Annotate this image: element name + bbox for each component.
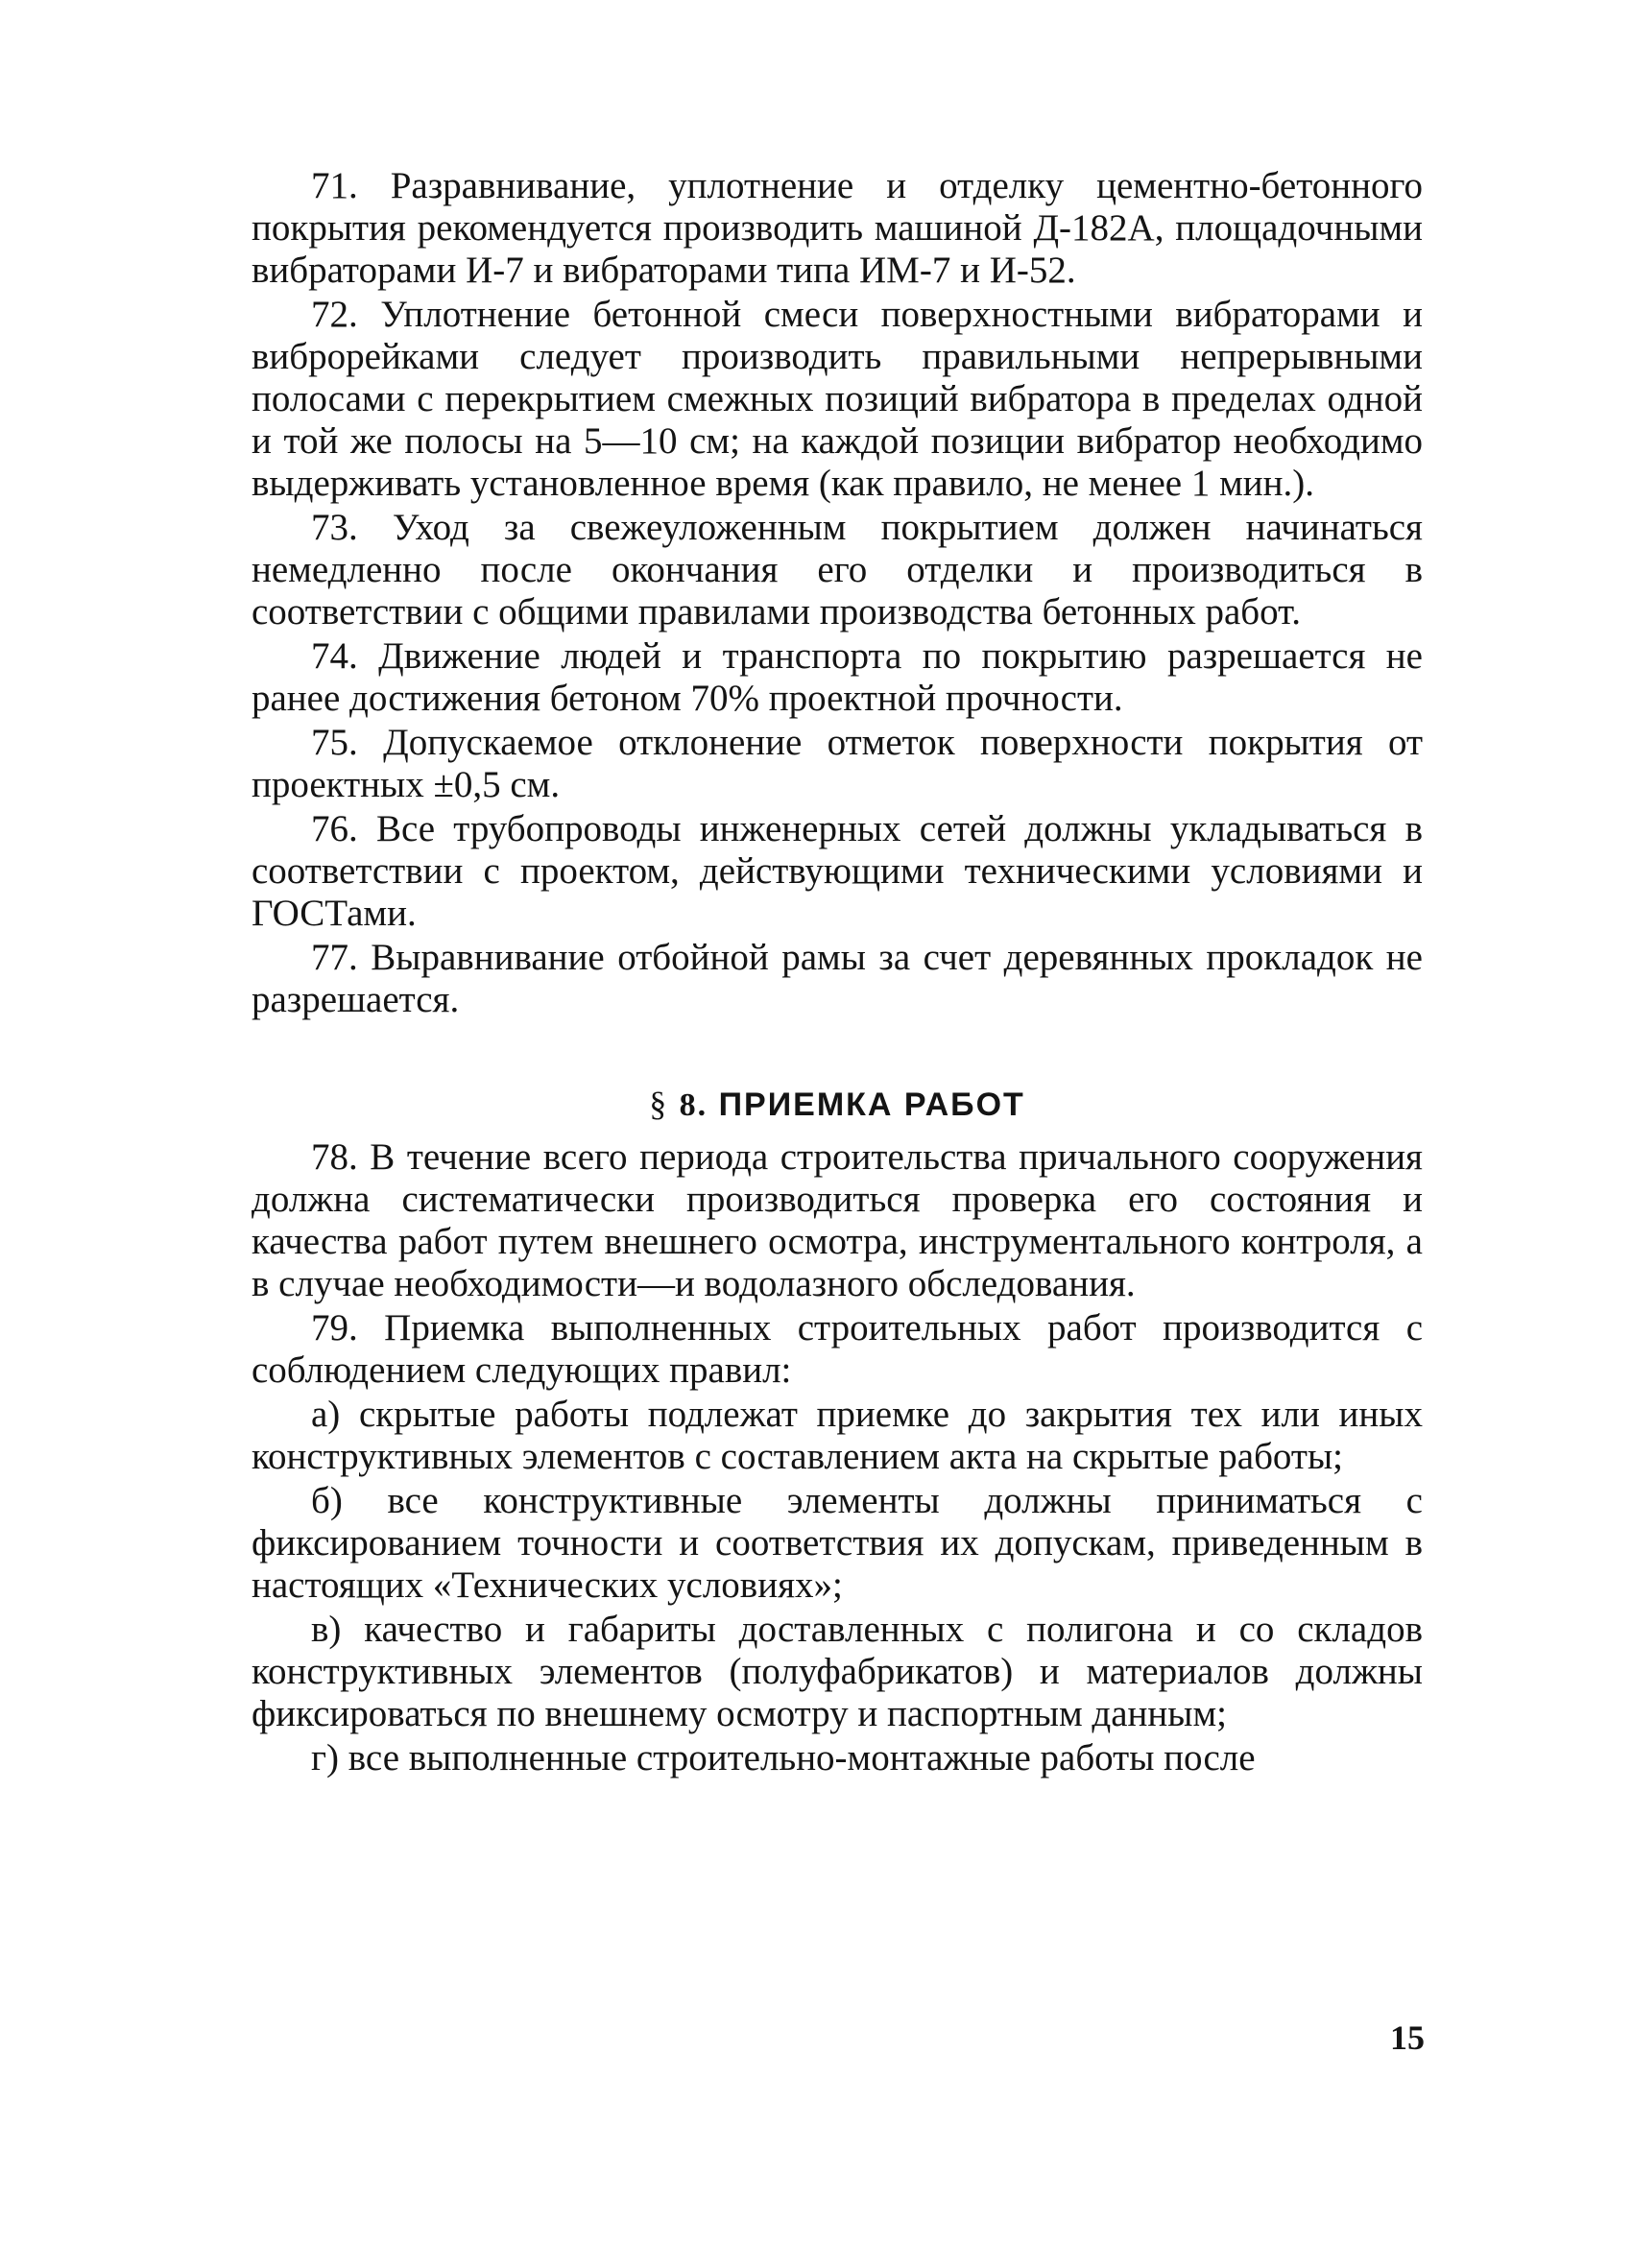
- paragraph-73: 73. Уход за свежеуложенным покрытием должен начинаться немедленно после окончания его отделки и производиться в соответствии с общими правилами производства бетонных работ.: [252, 507, 1423, 633]
- section-heading: [252, 1083, 1423, 1127]
- paragraph-78: 78. В течение всего периода строительства причального сооружения должна систематически производиться проверка его состояния и качества работ путем внешнего осмотра, инструментального контроля, а в случае необходимости—и водолазного обследования.: [252, 1136, 1423, 1304]
- paragraph-79-a: а) скрытые работы подлежат приемке до закрытия тех или иных конструктивных элементов с составлением акта на скрытые работы;: [252, 1394, 1423, 1477]
- paragraph-72: 72. Уплотнение бетонной смеси поверхностными вибраторами и виброрейками следует производить правильными непрерывными полосами с перекрытием смежных позиций вибратора в пределах одной и той же полосы на 5—10 см; на каждой позиции вибратор необходимо выдерживать установленное время (как правило, не менее 1 мин.).: [252, 294, 1423, 504]
- paragraph-77: 77. Выравнивание отбойной рамы за счет деревянных прокладок не разрешается.: [252, 937, 1423, 1020]
- paragraph-75: 75. Допускаемое отклонение отметок поверхности покрытия от проектных ±0,5 см.: [252, 722, 1423, 805]
- section-title: ПРИЕМКА РАБОТ: [718, 1086, 1025, 1123]
- page-number: 15: [1390, 2018, 1425, 2057]
- paragraph-74: 74. Движение людей и транспорта по покрытию разрешается не ранее достижения бетоном 70% проектной прочности.: [252, 635, 1423, 719]
- section-sign: §: [649, 1085, 669, 1123]
- page-body: [252, 165, 1423, 1779]
- section-number: 8.: [679, 1087, 708, 1123]
- paragraph-71: 71. Разравнивание, уплотнение и отделку цементно-бетонного покрытия рекомендуется производить машиной Д-182А, площадочными вибраторами И-7 и вибраторами типа ИМ-7 и И-52.: [252, 165, 1423, 291]
- paragraph-76: 76. Все трубопроводы инженерных сетей должны укладываться в соответствии с проектом, действующими техническими условиями и ГОСТами.: [252, 808, 1423, 934]
- paragraph-79-c: в) качество и габариты доставленных с полигона и со складов конструктивных элементов (полуфабрикатов) и материалов должны фиксироваться по внешнему осмотру и паспортным данным;: [252, 1609, 1423, 1734]
- paragraph-79: 79. Приемка выполненных строительных работ производится с соблюдением следующих правил:: [252, 1307, 1423, 1391]
- paragraph-79-d: г) все выполненные строительно-монтажные работы после: [311, 1737, 1256, 1779]
- paragraph-79-b: б) все конструктивные элементы должны приниматься с фиксированием точности и соответствия их допускам, приведенным в настоящих «Технических условиях»;: [252, 1480, 1423, 1606]
